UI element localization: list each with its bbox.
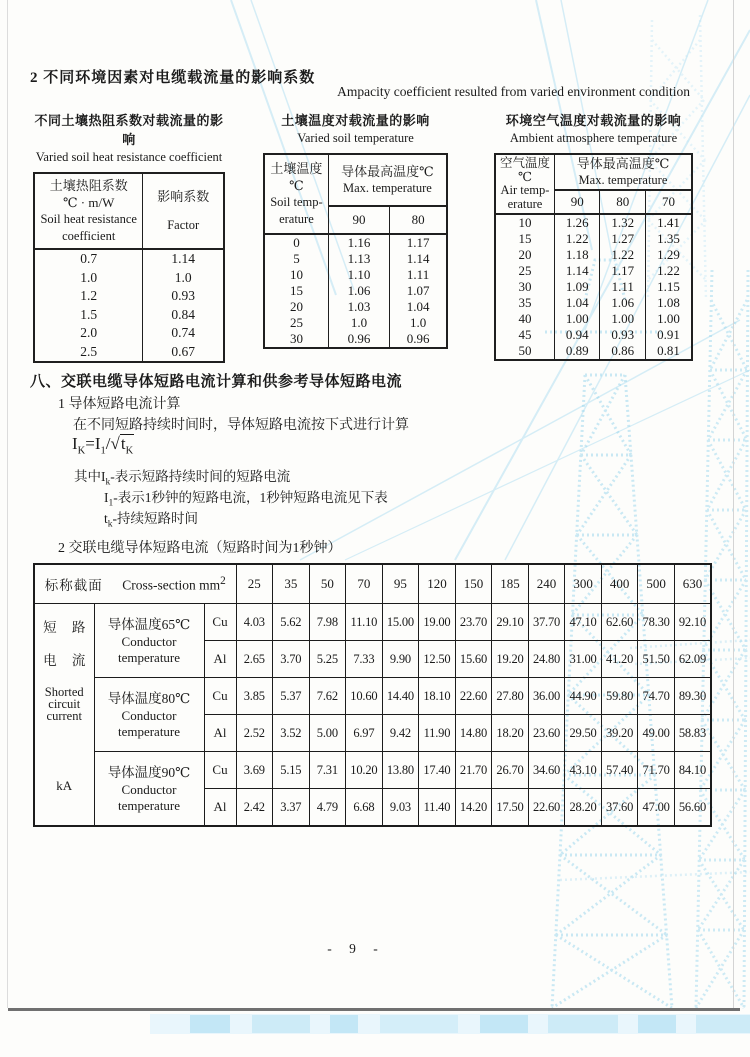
group-label-zh: 导体温度90℃ [107,764,191,780]
value-cell: 1.0 [143,269,224,288]
value-cell: 35 [495,295,554,311]
value-cell: 0.7 [34,249,143,269]
value-cell: 37.70 [528,604,565,641]
formula-part: / [105,434,111,453]
sqrt-sign: √ [110,434,120,453]
value-cell: 7.98 [309,604,346,641]
column-header [143,173,224,249]
table-row [495,311,692,327]
soil-temperature-table [263,153,448,349]
section-heading-zh: 2 不同环境因素对电缆载流量的影响系数 [30,70,316,86]
value-cell: 0.94 [554,327,600,343]
size-column-header: 240 [528,564,565,604]
value-cell: 3.52 [273,715,310,752]
section-heading-block [30,66,720,99]
table-row [34,287,224,306]
group-label-en: temperature [117,723,181,739]
value-cell: 25 [264,315,328,331]
value-cell: 2.52 [236,715,273,752]
value-cell: 2.42 [236,789,273,827]
header-line: erature [507,196,543,211]
table-row [34,249,224,269]
value-cell: 1.22 [554,231,600,247]
value-cell: 31.00 [565,641,602,678]
value-cell: 0.91 [645,327,692,343]
value-cell: 1.32 [600,214,646,231]
table-row [34,564,711,604]
cross-section-header [34,564,236,604]
header-line: Factor [167,218,200,232]
value-cell: 9.90 [382,641,419,678]
value-cell: 10.60 [346,678,383,715]
value-cell: 1.14 [554,263,600,279]
value-cell: 2.5 [34,343,143,363]
table-row [264,331,447,348]
value-cell: 0.84 [143,306,224,325]
value-cell: 1.29 [645,247,692,263]
note-text: -持续短路时间 [112,511,199,526]
value-cell: 1.10 [328,267,389,283]
header-line: 导体最高温度℃ [341,164,434,179]
value-cell: 7.33 [346,641,383,678]
section-8-item-2: 2 交联电缆导体短路电流（短路时间为1秒钟） [58,541,342,556]
value-cell: 11.90 [419,715,456,752]
header-line: 空气温度 [499,156,550,170]
table-row [34,752,711,789]
formula-part: K [77,445,86,457]
size-column-header: 630 [674,564,711,604]
value-cell: 58.83 [674,715,711,752]
table-title-zh: 环境空气温度对载流量的影响 [505,113,682,128]
value-cell: 37.60 [601,789,638,827]
value-cell: 18.10 [419,678,456,715]
note-text: -表示1秒钟的短路电流，1秒钟短路电流见下表 [113,490,388,505]
header-line: ℃ · m/W [63,195,115,210]
size-column-header: 120 [419,564,456,604]
table-row [495,279,692,295]
header-line: Max. temperature [578,173,668,187]
row-label-stack [35,604,94,825]
value-cell: 1.07 [390,283,447,299]
value-cell: 3.70 [273,641,310,678]
value-cell: 7.31 [309,752,346,789]
shorted-circuit-current-label [34,604,94,827]
size-column-header: 300 [565,564,602,604]
value-cell: 1.18 [554,247,600,263]
value-cell: 5.25 [309,641,346,678]
value-cell: 1.08 [645,295,692,311]
value-cell: 0.86 [600,343,646,360]
value-cell: 25 [495,263,554,279]
value-cell: 4.03 [236,604,273,641]
value-cell: 1.15 [645,279,692,295]
size-column-header: 70 [346,564,383,604]
column-header [34,173,143,249]
value-cell: 14.80 [455,715,492,752]
soil-temperature-block [263,110,448,349]
formula-radicand [120,434,134,456]
row-label-en-line: Shorted [44,685,84,699]
short-circuit-current-table [33,563,712,827]
row-label-en-line: current [46,709,82,723]
size-column-header: 185 [492,564,529,604]
value-cell: 44.90 [565,678,602,715]
value-cell: 36.00 [528,678,565,715]
section-heading-en: Ampacity coefficient resulted from varied environment condition [337,84,690,99]
value-cell: 11.40 [419,789,456,827]
value-cell: 23.70 [455,604,492,641]
value-cell: 17.50 [492,789,529,827]
table-title-zh: 土壤温度对载流量的影响 [281,113,430,128]
formula-part: 1 [100,445,106,457]
group-label-zh: 导体温度65℃ [107,616,191,632]
header-line: Air temp- [500,183,550,197]
value-cell: 47.00 [638,789,675,827]
row-label-en-line: circuit [48,697,81,711]
formula-part: =I [85,434,101,453]
size-column-header: 50 [309,564,346,604]
value-cell: 15.60 [455,641,492,678]
conductor-temperature-label [94,604,204,678]
value-cell: 2.65 [236,641,273,678]
column-header: 90 [554,190,600,214]
value-cell: 0.93 [600,327,646,343]
value-cell: 1.16 [328,234,389,251]
value-cell: 28.20 [565,789,602,827]
page-edge-right [733,0,734,1008]
formula-note [74,465,290,488]
value-cell: 1.26 [554,214,600,231]
value-cell: 3.69 [236,752,273,789]
value-cell: 1.00 [645,311,692,327]
table-row [495,327,692,343]
value-cell: 1.17 [390,234,447,251]
table-row [495,231,692,247]
note-text: t [104,511,108,526]
metal-cell: Al [204,789,236,827]
header-line: 土壤温度 [270,161,323,176]
value-cell: 71.70 [638,752,675,789]
value-cell: 1.13 [328,251,389,267]
value-cell: 1.41 [645,214,692,231]
value-cell: 10 [264,267,328,283]
value-cell: 1.27 [600,231,646,247]
value-cell: 20 [495,247,554,263]
value-cell: 1.09 [554,279,600,295]
formula-part: t [120,434,126,453]
formula-part: I [72,434,78,453]
table-row [495,295,692,311]
value-cell: 29.50 [565,715,602,752]
value-cell: 1.11 [390,267,447,283]
soil-heat-resistance-table [33,172,225,363]
value-cell: 41.20 [601,641,638,678]
value-cell: 29.10 [492,604,529,641]
value-cell: 1.5 [34,306,143,325]
value-cell: 15 [495,231,554,247]
header-line: ℃ [289,178,304,193]
air-temperature-block [494,110,693,361]
value-cell: 30 [264,331,328,348]
table-row [34,604,711,641]
value-cell: 59.80 [601,678,638,715]
page-edge-left [7,0,8,1008]
value-cell: 1.06 [600,295,646,311]
size-column-header: 150 [455,564,492,604]
column-header [495,154,554,214]
group-label-en: Conductor [121,633,177,649]
value-cell: 1.00 [600,311,646,327]
value-cell: 30 [495,279,554,295]
page-number: - 9 - [327,941,385,956]
header-line: Soil heat resistance [40,212,137,226]
value-cell: 1.0 [390,315,447,331]
value-cell: 0.96 [390,331,447,348]
value-cell: 1.11 [600,279,646,295]
value-cell: 17.40 [419,752,456,789]
value-cell: 43.10 [565,752,602,789]
value-cell: 1.0 [328,315,389,331]
note-text: I [104,490,109,505]
value-cell: 13.80 [382,752,419,789]
table-row [264,283,447,299]
air-temperature-table [494,153,693,361]
value-cell: 1.17 [600,263,646,279]
unit-label: kA [56,778,73,793]
section-8-line: 在不同短路持续时间时，导体短路电流按下式进行计算 [73,418,409,433]
column-header [264,154,328,234]
value-cell: 0.93 [143,287,224,306]
conductor-temperature-label [94,752,204,827]
value-cell: 0 [264,234,328,251]
value-cell: 40 [495,311,554,327]
table-row [495,214,692,231]
value-cell: 12.50 [419,641,456,678]
value-cell: 1.2 [34,287,143,306]
value-cell: 5.62 [273,604,310,641]
value-cell: 4.79 [309,789,346,827]
value-cell: 2.0 [34,324,143,343]
value-cell: 1.04 [554,295,600,311]
size-column-header: 95 [382,564,419,604]
value-cell: 24.80 [528,641,565,678]
value-cell: 23.60 [528,715,565,752]
value-cell: 14.20 [455,789,492,827]
header-line: Soil temp- [270,195,323,209]
value-cell: 62.60 [601,604,638,641]
value-cell: 92.10 [674,604,711,641]
value-cell: 0.89 [554,343,600,360]
value-cell: 15 [264,283,328,299]
value-cell: 11.10 [346,604,383,641]
formula-note [104,507,198,530]
table-row [264,267,447,283]
table-row [495,263,692,279]
value-cell: 15.00 [382,604,419,641]
table-row [34,324,224,343]
table-title-zh: 不同土壤热阻系数对载流量的影响 [34,113,224,147]
value-cell: 5 [264,251,328,267]
value-cell: 1.00 [554,311,600,327]
value-cell: 84.10 [674,752,711,789]
table-row [264,251,447,267]
table-row [264,234,447,251]
formula-part: K [125,445,134,457]
value-cell: 22.60 [455,678,492,715]
value-cell: 50 [495,343,554,360]
short-circuit-table-wrap [33,563,712,827]
column-header [554,154,692,190]
table-title-en: Varied soil heat resistance coefficient [35,150,223,164]
table-row [34,306,224,325]
conductor-temperature-label [94,678,204,752]
value-cell: 51.50 [638,641,675,678]
metal-cell: Al [204,641,236,678]
column-header: 90 [328,206,389,234]
value-cell: 20 [264,299,328,315]
header-line: Max. temperature [343,181,432,195]
header-line: 土壤热阻系数 [49,178,128,193]
value-cell: 47.10 [565,604,602,641]
value-cell: 27.80 [492,678,529,715]
size-column-header: 25 [236,564,273,604]
size-column-header: 500 [638,564,675,604]
soil-resistance-block [33,110,225,363]
header-line: coefficient [62,229,116,243]
value-cell: 39.20 [601,715,638,752]
cross-section-header-inner [35,574,236,594]
table-row [264,299,447,315]
note-sub: k [107,519,113,530]
header-line: 影响系数 [157,189,210,204]
column-header: 70 [645,190,692,214]
value-cell: 19.20 [492,641,529,678]
superscript: 2 [220,574,226,587]
size-column-header: 400 [601,564,638,604]
value-cell: 0.81 [645,343,692,360]
value-cell: 89.30 [674,678,711,715]
value-cell: 10 [495,214,554,231]
value-cell: 1.03 [328,299,389,315]
value-cell: 3.85 [236,678,273,715]
value-cell: 62.09 [674,641,711,678]
value-cell: 3.37 [273,789,310,827]
value-cell: 19.00 [419,604,456,641]
value-cell: 9.03 [382,789,419,827]
column-header: 80 [600,190,646,214]
value-cell: 1.35 [645,231,692,247]
value-cell: 6.97 [346,715,383,752]
value-cell: 7.62 [309,678,346,715]
value-cell: 0.74 [143,324,224,343]
formula-note [104,486,388,509]
header-line: ℃ [517,169,532,184]
group-label-zh: 导体温度80℃ [107,690,191,706]
value-cell: 74.70 [638,678,675,715]
value-cell: 56.60 [674,789,711,827]
table-row [34,678,711,715]
table-row [34,269,224,288]
value-cell: 1.14 [143,249,224,269]
page-edge-bottom [8,1008,740,1011]
value-cell: 5.00 [309,715,346,752]
metal-cell: Cu [204,604,236,641]
table-title-en: Varied soil temperature [297,131,414,145]
note-sub: k [105,477,111,488]
row-label-zh: 电 流 [43,653,92,668]
value-cell: 0.67 [143,343,224,363]
value-cell: 5.37 [273,678,310,715]
value-cell: 57.40 [601,752,638,789]
value-cell: 1.22 [645,263,692,279]
value-cell: 22.60 [528,789,565,827]
value-cell: 45 [495,327,554,343]
value-cell: 26.70 [492,752,529,789]
note-text: 其中I [74,469,106,484]
metal-cell: Cu [204,678,236,715]
value-cell: 6.68 [346,789,383,827]
value-cell: 49.00 [638,715,675,752]
group-label-en: temperature [117,797,181,813]
value-cell: 9.42 [382,715,419,752]
value-cell: 18.20 [492,715,529,752]
header-line: 导体最高温度℃ [576,156,670,171]
row-label-zh: 短 路 [43,620,92,635]
section-8-item-1: 1 导体短路电流计算 [58,397,181,412]
group-label-en: Conductor [121,707,177,723]
value-cell: 0.96 [328,331,389,348]
table-row [34,343,224,363]
cross-section-label-zh: 标称截面 [44,578,103,593]
column-header: 80 [390,206,447,234]
value-cell: 34.60 [528,752,565,789]
value-cell: 1.14 [390,251,447,267]
size-column-header: 35 [273,564,310,604]
column-header [328,154,447,206]
group-label-en: Conductor [121,781,177,797]
row-label-en [45,686,84,722]
value-cell: 5.15 [273,752,310,789]
note-text: -表示短路持续时间的短路电流 [110,469,291,484]
table-row [495,247,692,263]
value-cell: 1.04 [390,299,447,315]
value-cell: 10.20 [346,752,383,789]
short-circuit-section [30,370,710,560]
table-row [495,343,692,360]
table-title-en: Ambient atmosphere temperature [509,131,678,145]
cross-section-label-en: Cross-section $mm^2$ [122,574,226,593]
metal-cell: Al [204,715,236,752]
value-cell: 21.70 [455,752,492,789]
metal-cell: Cu [204,752,236,789]
group-label-en: temperature [117,649,181,665]
header-line: erature [279,212,314,226]
value-cell: 14.40 [382,678,419,715]
value-cell: 1.0 [34,269,143,288]
value-cell: 78.30 [638,604,675,641]
note-sub: 1 [108,498,114,509]
section-8-heading: 八、交联电缆导体短路电流计算和供参考导体短路电流 [30,374,403,390]
value-cell: 1.06 [328,283,389,299]
table-row [264,315,447,331]
coefficient-tables-row [33,110,693,363]
short-circuit-formula [72,434,134,456]
value-cell: 1.22 [600,247,646,263]
